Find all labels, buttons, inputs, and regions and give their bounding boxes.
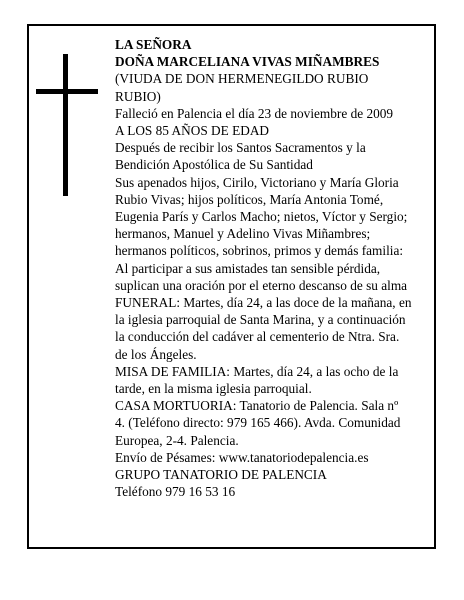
family-line-5: hermanos políticos, sobrinos, primos y demás familia: — [115, 243, 404, 259]
honorific-line: LA SEÑORA — [115, 37, 192, 52]
funeral-line-2: la iglesia parroquial de Santa Marina, y a continuación — [115, 312, 406, 328]
deceased-name: DOÑA MARCELIANA VIVAS MIÑAMBRES — [115, 54, 380, 70]
family-mass-line-1: MISA DE FAMILIA: Martes, día 24, a las ocho de la — [115, 363, 399, 379]
announcement-line-2: suplican una oración por el eterno descanso de su alma — [115, 277, 408, 293]
age-line: A LOS 85 AÑOS DE EDAD — [115, 123, 270, 139]
obituary-text — [115, 36, 433, 500]
mortuary-line-3: Europea, 2-4. Palencia. — [115, 432, 239, 448]
mortuary-line-1: CASA MORTUORIA: Tanatorio de Palencia. Sala nº — [115, 398, 399, 414]
funeral-home-phone: Teléfono 979 16 53 16 — [115, 484, 236, 500]
widow-note-line-1: (VIUDA DE DON HERMENEGILDO RUBIO — [115, 71, 369, 87]
sacraments-line-1: Después de recibir los Santos Sacramentos y la — [115, 140, 366, 156]
announcement-line-1: Al participar a sus amistades tan sensible pérdida, — [115, 260, 381, 276]
widow-note-line-2: RUBIO) — [115, 88, 161, 104]
family-line-2: Rubio Vivas; hijos políticos, María Antonia Tomé, — [115, 191, 384, 207]
funeral-home-name: GRUPO TANATORIO DE PALENCIA — [115, 467, 327, 483]
family-line-3: Eugenia París y Carlos Macho; nietos, Víctor y Sergio; — [115, 209, 408, 225]
sacraments-line-2: Bendición Apostólica de Su Santidad — [115, 157, 313, 173]
death-date-line: Falleció en Palencia el día 23 de noviembre de 2009 — [115, 105, 394, 121]
condolences-line: Envío de Pésames: www.tanatoriodepalencia.es — [115, 449, 369, 465]
family-mass-line-2: tarde, en la misma iglesia parroquial. — [115, 381, 312, 397]
funeral-line-1: FUNERAL: Martes, día 24, a las doce de la mañana, en — [115, 295, 412, 311]
family-line-1: Sus apenados hijos, Cirilo, Victoriano y María Gloria — [115, 174, 399, 190]
funeral-line-3: la conducción del cadáver al cementerio de Ntra. Sra. — [115, 329, 400, 345]
family-line-4: hermanos, Manuel y Adelino Vivas Miñambres; — [115, 226, 371, 242]
cross-icon — [36, 54, 98, 196]
funeral-line-4: de los Ángeles. — [115, 346, 197, 362]
mortuary-line-2: 4. (Teléfono directo: 979 165 466). Avda. Comunidad — [115, 415, 401, 431]
